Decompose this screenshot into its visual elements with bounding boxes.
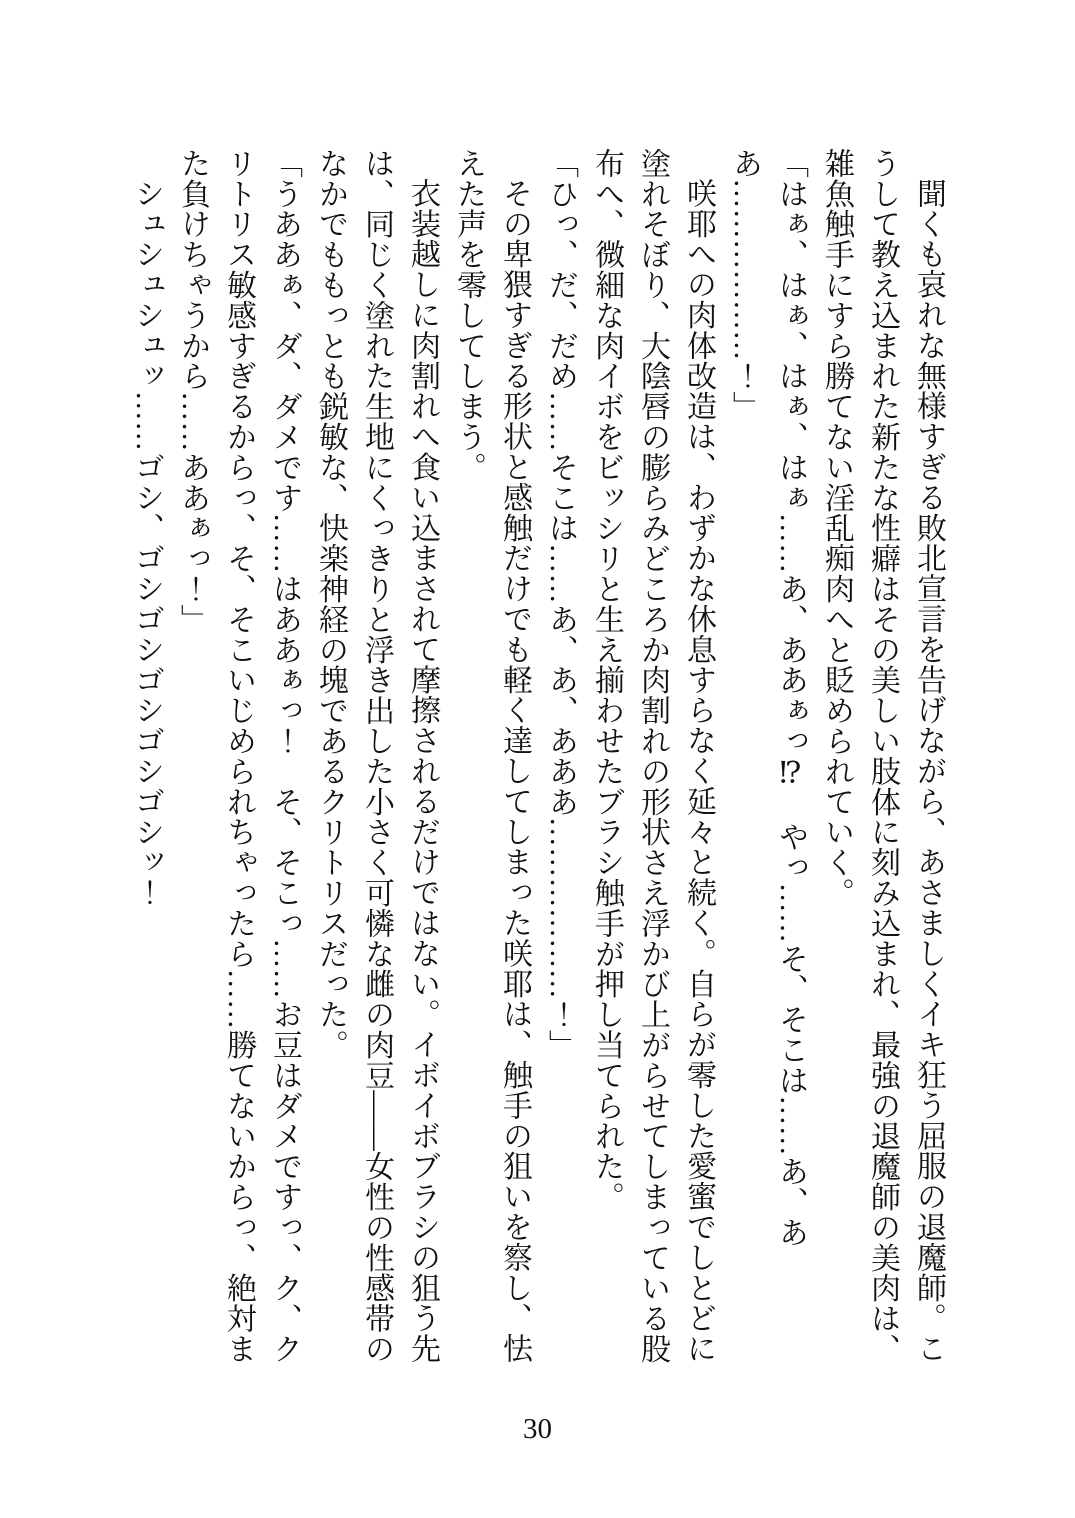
paragraph: 衣装越しに肉割れへ食い込まされて摩擦されるだけではない。イボイボブラシの狙う先は、同じく塗れた生地にくっきりと浮き出した小さく可憐な雌の肉豆――女性の性感帯のなかでももっとも鋭敏な、快楽神経の塊であるクリトリスだった。 (314, 148, 439, 1364)
paragraph: 「ひっ、だ、だめ……そこは……あ、あ、あああ………………！」 (544, 148, 577, 1060)
paragraph: 聞くも哀れな無様すぎる敗北宣言を告げながら、あさましくイキ狂う屈服の退魔師。こうして教え込まれた新たな性癖はその美しい肢体に刻み込まれ、最強の退魔師の美肉は、雑魚触手にすら勝てない淫乱痴肉へと貶められていく。 (820, 148, 945, 1364)
text-block (123, 148, 951, 1366)
paragraph: 「はぁ、はぁ、はぁ、はぁ……あ、ああぁっ⁉ やっ……そ、そこは……あ、ああ………………！」 (728, 148, 807, 1248)
paragraph: シュシュシュッ……ゴシ、ゴシゴシゴシゴシゴシッ！ (130, 178, 163, 908)
page-number: 30 (523, 1413, 552, 1445)
paragraph: 「うああぁ、ダ、ダメです……はああぁっ！ そ、そこっ……お豆はダメですっ、ク、クリトリス敏感すぎるからっ、そ、そこいじめられちゃったら……勝てないからっ、絶対また負けちゃうから……ああぁっ！」 (176, 148, 301, 1364)
paragraph: 咲耶への肉体改造は、わずかな休息すらなく延々と続く。自らが零した愛蜜でしとどに塗れそぼり、大陰唇の膨らみどころか肉割れの形状さえ浮かび上がらせてしまっている股布へ、微細な肉イボをビッシリと生え揃わせたブラシ触手が押し当てられた。 (590, 148, 715, 1364)
paragraph: その卑猥すぎる形状と感触だけでも軽く達してしまった咲耶は、触手の狙いを察し、怯えた声を零してしまう。 (452, 148, 531, 1364)
